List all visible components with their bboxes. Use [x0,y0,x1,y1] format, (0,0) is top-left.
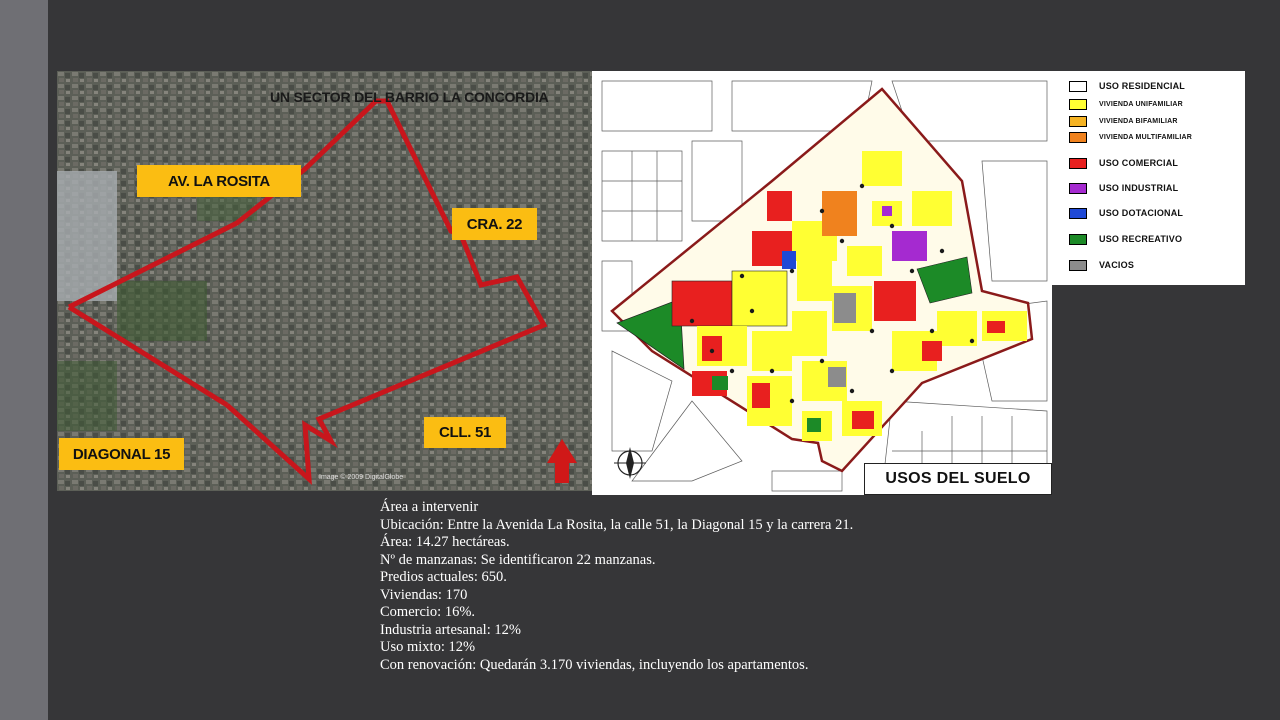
legend-swatch [1069,183,1087,194]
legend-swatch [1069,81,1087,92]
satellite-map [57,71,592,491]
info-line: Uso mixto: 12% [380,639,476,655]
legend-swatch [1069,208,1087,219]
land-use-map [592,71,1052,495]
info-line: Viviendas: 170 [380,586,468,603]
land-use-legend [1052,71,1245,285]
legend-swatch [1069,116,1087,127]
satellite-map-title: UN SECTOR DEL BARRIO LA CONCORDIA [270,89,549,105]
info-line: Ubicación: Entre la Avenida La Rosita, la calle 51, la Diagonal 15 y la carrera 21. [380,516,854,533]
legend-item-residencial: USO RESIDENCIAL [1069,79,1185,93]
land-use-map-title: USOS DEL SUELO [864,463,1052,495]
side-accent-bar [0,0,48,720]
label-av-la-rosita: AV. LA ROSITA [137,165,301,197]
legend-swatch [1069,99,1087,110]
legend-item-comercial: USO COMERCIAL [1069,156,1178,170]
project-info [380,499,1270,674]
legend-item-bifamiliar: VIVIENDA BIFAMILIAR [1069,114,1178,128]
legend-swatch [1069,132,1087,143]
info-line: Comercio: 16%. [380,604,476,620]
legend-item-industrial: USO INDUSTRIAL [1069,181,1178,195]
info-line: Área: 14.27 hectáreas. [380,534,510,550]
legend-item-recreativo: USO RECREATIVO [1069,232,1182,246]
legend-item-dotacional: USO DOTACIONAL [1069,206,1183,220]
info-line: Nº de manzanas: Se identificaron 22 manzanas. [380,551,656,568]
info-line: Área a intervenir [380,499,479,515]
image-credit: Image © 2009 DigitalGlobe [319,474,404,481]
label-diagonal-15: DIAGONAL 15 [59,438,184,470]
label-cra-22: CRA. 22 [452,208,537,240]
legend-item-multifamiliar: VIVIENDA MULTIFAMILIAR [1069,130,1192,144]
satellite-map-canvas [57,71,592,491]
legend-swatch [1069,158,1087,169]
legend-item-vacios: VACIOS [1069,258,1134,272]
info-line: Predios actuales: 650. [380,569,507,585]
label-cll-51: CLL. 51 [424,417,506,448]
legend-swatch [1069,260,1087,271]
info-line: Industria artesanal: 12% [380,621,521,638]
legend-swatch [1069,234,1087,245]
info-line: Con renovación: Quedarán 3.170 viviendas, incluyendo los apartamentos. [380,656,809,673]
legend-item-unifamiliar: VIVIENDA UNIFAMILIAR [1069,97,1183,111]
land-use-map-canvas [592,71,1052,495]
